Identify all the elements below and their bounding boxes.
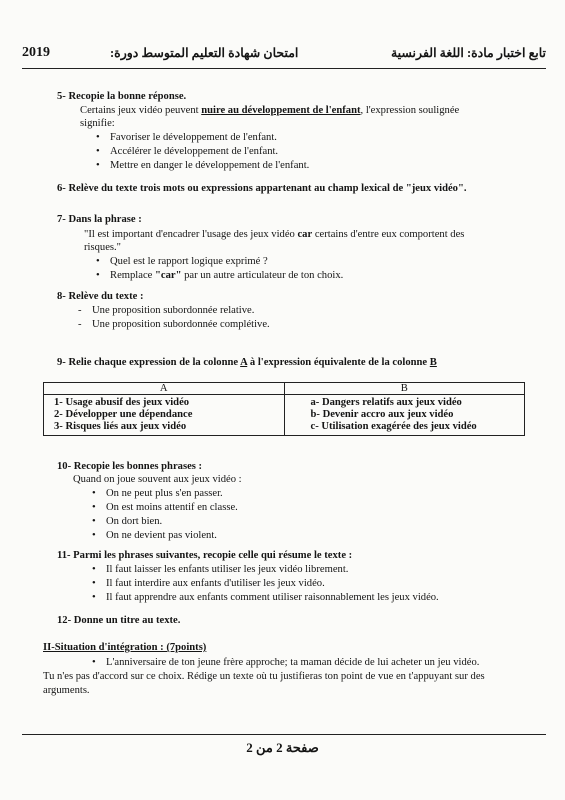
q11-option: • Il faut laisser les enfants utiliser les jeux vidéo librement. <box>106 563 348 577</box>
column-a-cell <box>44 395 285 436</box>
column-a-item: 1- Usage abusif des jeux vidéo <box>54 397 190 408</box>
q5-stem-line2: signifie: <box>80 118 115 129</box>
exam-year: 2019 <box>22 45 50 60</box>
q8-item: - Une proposition subordonnée relative. <box>92 304 254 318</box>
q8-title: 8- Relève du texte : <box>57 291 144 302</box>
q5-stem-expression: nuire au développement de l'enfant <box>201 105 361 116</box>
q7-quote <box>84 228 464 242</box>
q7-item <box>110 269 343 283</box>
q9-col-b-ref: B <box>429 357 437 368</box>
table-header-row <box>44 383 525 395</box>
q9-title <box>57 356 437 370</box>
column-b-item: c- Utilisation exagérée des jeux vidéo <box>310 421 477 432</box>
q11-option: • Il faut apprendre aux enfants comment utiliser raisonnablement les jeux vidéo. <box>106 591 439 605</box>
q8-item: - Une proposition subordonnée complétive. <box>92 318 270 332</box>
q10-stem: Quand on joue souvent aux jeux vidéo : <box>73 474 242 485</box>
exam-title: امتحان شهادة التعليم المتوسط دورة: <box>110 46 299 60</box>
q7-item2-car: "car" <box>155 270 182 281</box>
q9-title-pre: 9- Relie chaque expression de la colonne <box>57 357 241 368</box>
footer-rule <box>22 734 546 735</box>
q11-option: • Il faut interdire aux enfants d'utiliser les jeux vidéo. <box>106 577 325 591</box>
column-b-item: b- Devenir accro aux jeux vidéo <box>310 409 454 420</box>
q10-option: • On ne devient pas violent. <box>106 529 217 543</box>
q6-title: 6- Relève du texte trois mots ou expressions appartenant au champ lexical de "jeux vidéo". <box>57 183 467 194</box>
q10-option: • On dort bien. <box>106 515 162 529</box>
q11-title: 11- Parmi les phrases suivantes, recopie celle qui résume le texte : <box>57 550 353 561</box>
situation-line: • L'anniversaire de ton jeune frère approche; ta maman décide de lui acheter un jeu vidéo. <box>106 656 479 670</box>
column-a-header: A <box>44 383 285 395</box>
q7-quote-post: certains d'entre eux comportent des <box>312 229 465 240</box>
q7-item: • Quel est le rapport logique exprimé ? <box>110 255 268 269</box>
q5-option: • Mettre en danger le développement de l'enfant. <box>110 159 309 173</box>
situation-line: arguments. <box>43 685 90 696</box>
column-a-item: 3- Risques liés aux jeux vidéo <box>54 421 187 432</box>
column-a-item: 2- Développer une dépendance <box>54 409 193 420</box>
q9-col-a-ref: A <box>240 357 248 368</box>
q5-stem <box>80 104 459 118</box>
q7-quote-line2: risques." <box>84 242 121 253</box>
q5-title: 5- Recopie la bonne réponse. <box>57 91 187 102</box>
q5-stem-post: , l'expression soulignée <box>360 105 460 116</box>
q5-option: • Accélérer le développement de l'enfant. <box>110 145 278 159</box>
q10-option: • On est moins attentif en classe. <box>106 501 238 515</box>
column-b-cell <box>284 395 525 436</box>
q12-title: 12- Donne un titre au texte. <box>57 615 181 626</box>
q7-title: 7- Dans la phrase : <box>57 214 142 225</box>
q7-item2-post: par un autre articulateur de ton choix. <box>181 270 344 281</box>
q10-title: 10- Recopie les bonnes phrases : <box>57 461 203 472</box>
table-row <box>44 395 525 436</box>
page-header <box>22 44 546 64</box>
page-number: صفحة 2 من 2 <box>246 740 319 755</box>
q7-quote-car: car <box>297 229 313 240</box>
matching-table <box>43 382 525 436</box>
q10-option: • On ne peut plus s'en passer. <box>106 487 223 501</box>
q7-quote-pre: "Il est important d'encadrer l'usage des jeux vidéo <box>84 229 298 240</box>
column-b-header: B <box>284 383 525 395</box>
subject-title: تابع اختبار مادة: اللغة الفرنسية <box>390 46 546 60</box>
q5-option: • Favoriser le développement de l'enfant. <box>110 131 277 145</box>
q5-stem-pre: Certains jeux vidéo peuvent <box>80 105 202 116</box>
column-b-item: a- Dangers relatifs aux jeux vidéo <box>310 397 462 408</box>
header-rule <box>22 68 546 69</box>
situation-line: Tu n'es pas d'accord sur ce choix. Rédige un texte où tu justifieras ton point de vue en t'appuyant sur des <box>43 671 485 682</box>
situation-title: II-Situation d'intégration : (7points) <box>43 642 207 653</box>
q9-title-mid: à l'expression équivalente de la colonne <box>247 357 430 368</box>
q7-item2-pre: Remplace <box>110 270 156 281</box>
